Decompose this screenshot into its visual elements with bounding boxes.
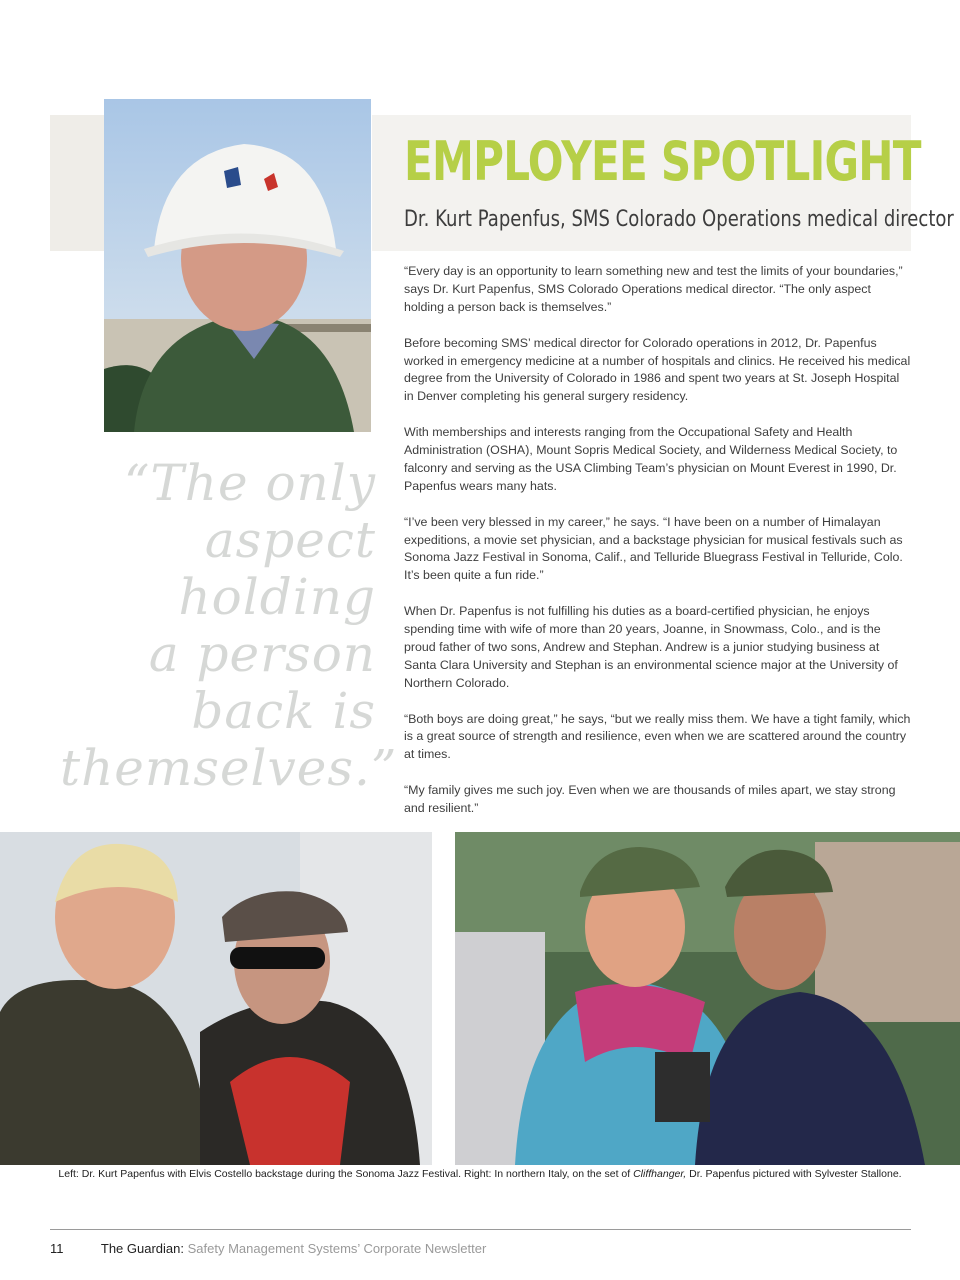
article-paragraph: “Every day is an opportunity to learn something new and test the limits of your boundaries,” says Dr. Kurt Papenfus, SMS Colorado Operations medical director. “The only aspect holding a person back is themselves.” [404, 264, 903, 314]
header-band-left [50, 115, 105, 251]
pull-quote [60, 454, 398, 797]
pull-quote-line: themselves.” [60, 739, 398, 797]
article-paragraph: “My family gives me such joy. Even when we are thousands of miles apart, we stay strong and resilient.” [404, 783, 896, 816]
article-paragraph: “I’ve been very blessed in my career,” he says. “I have been on a number of Himalayan expeditions, a movie set physician, and a backstage physician for musical festivals such as Sonoma Jazz Festival in Sonoma, Calif., and Telluride Bluegrass Festival in Telluride, Colo. It’s been quite a fun ride.” [404, 514, 903, 583]
costello-photo [0, 832, 432, 1165]
pull-quote-line: a person [148, 625, 376, 683]
caption-text-right: Dr. Papenfus pictured with Sylvester Stallone. [686, 1168, 902, 1180]
pull-quote-line: back is [191, 682, 376, 740]
footer-divider [50, 1229, 911, 1230]
article-paragraph: When Dr. Papenfus is not fulfilling his duties as a board-certified physician, he enjoys spending time with wife of more than 20 years, Joanne, in Snowmass, Colo., and is the proud father of two sons, Andrew and Stephan. Andrew is a junior studying business at Santa Clara University and Stephan is an environmental science major at the University of Northern Colorado. [404, 604, 898, 690]
pull-quote-line: holding [178, 568, 376, 626]
page-subtitle: Dr. Kurt Papenfus, SMS Colorado Operations medical director [404, 207, 954, 232]
stallone-photo [455, 832, 960, 1165]
publication-name: The Guardian: [100, 1241, 184, 1256]
page-title: EMPLOYEE SPOTLIGHT [404, 130, 921, 193]
caption-film-title: Cliffhanger, [633, 1168, 687, 1180]
article-paragraph: “Both boys are doing great,” he says, “but we really miss them. We have a tight family, which is a great source of strength and resilience, even when we are scattered around the country at times. [404, 711, 911, 762]
article-body [404, 263, 912, 836]
pull-quote-line: “The only [123, 454, 376, 512]
article-paragraph: With memberships and interests ranging from the Occupational Safety and Health Administration (OSHA), Mount Sopris Medical Society, and Wilderness Medical Society, to falconry and serving as the USA Climbing Team’s physician on Mount Everest in 1990, Dr. Papenfus wears many hats. [404, 425, 898, 493]
pull-quote-line: aspect [204, 511, 376, 569]
article-paragraph: Before becoming SMS’ medical director for Colorado operations in 2012, Dr. Papenfus worked in emergency medicine at a number of hospitals and clinics. He received his medical degree from the University of Colorado in 1986 and spent two years at St. Joseph Hospital in Denver completing his general surgery residency. [404, 335, 911, 404]
page-number: 11 [50, 1241, 64, 1256]
photo-caption [0, 1168, 960, 1180]
caption-text-left: Left: Dr. Kurt Papenfus with Elvis Costello backstage during the Sonoma Jazz Festival. Right: In northern Italy, on the set of [58, 1168, 634, 1180]
portrait-photo [104, 99, 371, 432]
page-footer [50, 1241, 486, 1256]
publication-tagline: Safety Management Systems’ Corporate Newsletter [187, 1241, 487, 1256]
